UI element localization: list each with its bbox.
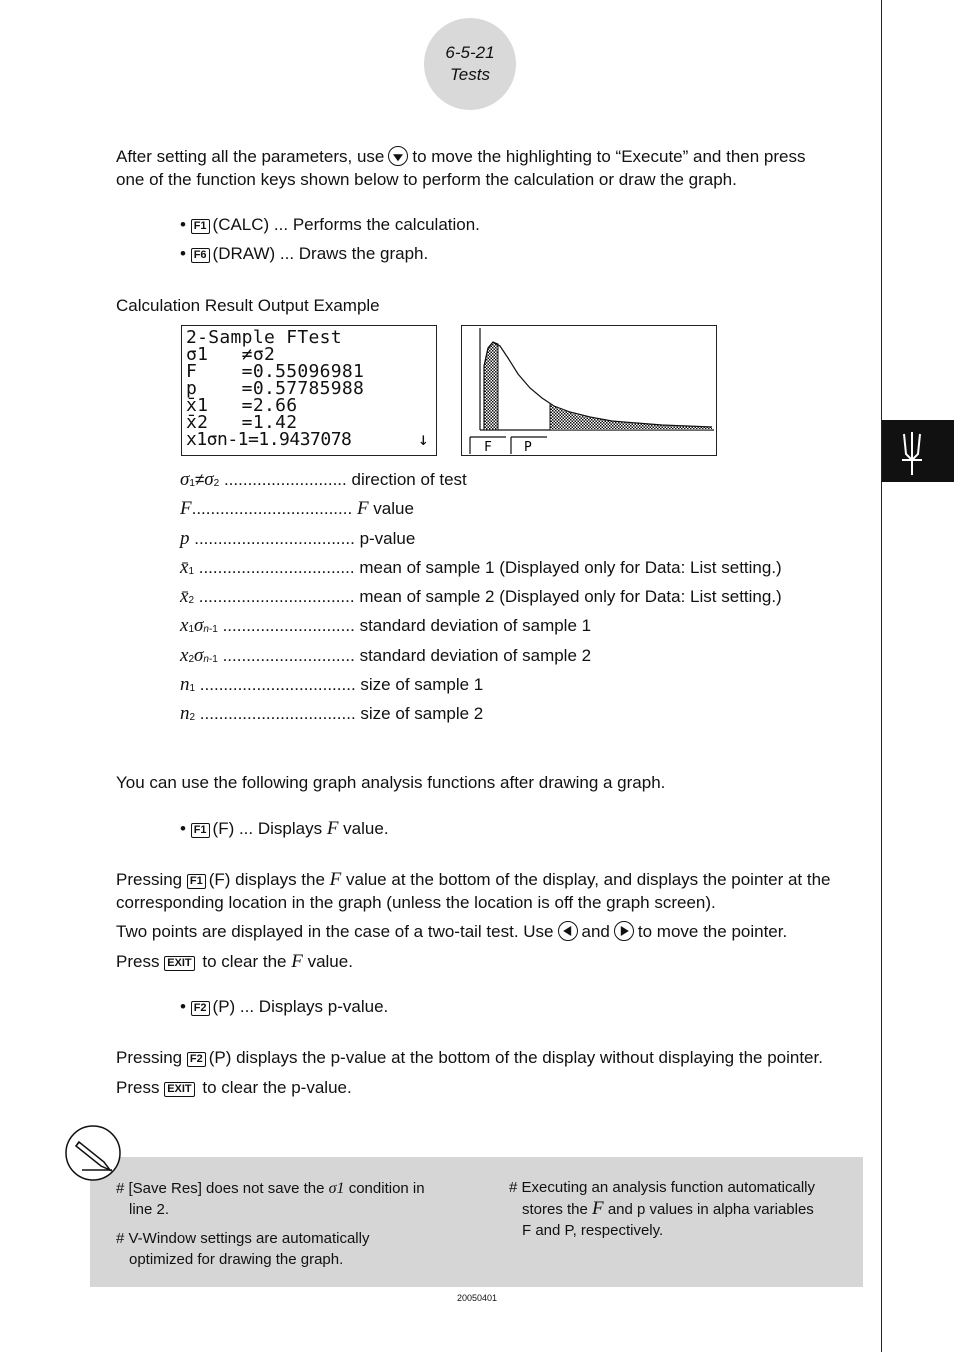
f-para-line-2: corresponding location in the graph (unless the location is off the graph screen). <box>116 893 716 912</box>
chapter-tab <box>882 420 954 482</box>
f-distribution-graph <box>462 326 715 454</box>
note-vwindow: # V-Window settings are automatically <box>116 1230 370 1247</box>
f-para-line-3: Two points are displayed in the case of a two-tail test. Use and to move the pointer. <box>116 922 788 941</box>
exit-key-icon: EXIT <box>164 956 194 971</box>
lcd-line: x̄2 =1.42 <box>186 412 298 433</box>
f2-key-icon: F2 <box>191 1001 210 1016</box>
calc-bullet: • F1 (CALC) ... Performs the calculation. <box>180 215 480 234</box>
draw-bullet: • F6 (DRAW) ... Draws the graph. <box>180 244 429 263</box>
right-cursor-key-icon <box>614 921 634 941</box>
analysis-intro: You can use the following graph analysis functions after drawing a graph. <box>116 773 666 792</box>
note-save-res-cont: line 2. <box>129 1201 170 1218</box>
lcd-line: x̄1 =2.66 <box>186 395 298 416</box>
f-para-line-1: Pressing F1 (F) displays the F value at the bottom of the display, and displays the pointer at the <box>116 869 831 890</box>
result-symbol: x2σn-1 <box>180 645 218 666</box>
result-row: n2 ................................. size of sample 2 <box>180 703 880 725</box>
graph-screen <box>461 325 717 456</box>
down-cursor-key-icon <box>388 146 408 166</box>
pencil-icon <box>64 1124 122 1187</box>
lcd-line: x1σn-1=1.9437078 <box>186 429 352 450</box>
footer-code: 20050401 <box>456 1293 498 1303</box>
graph-tab-p: P <box>524 440 532 454</box>
f-bullet: • F1 (F) ... Displays F value. <box>180 818 389 839</box>
lcd-line: F =0.55096981 <box>186 361 365 382</box>
f6-key-icon: F6 <box>191 248 210 263</box>
result-row: x̄2 ................................. mean of sample 2 (Displayed only for Data: List setting.) <box>180 586 880 608</box>
result-symbol: F <box>180 498 192 519</box>
result-row: F.................................. F value <box>180 498 414 519</box>
f2-key-icon: F2 <box>187 1052 206 1067</box>
result-row: x̄1 ................................. mean of sample 1 (Displayed only for Data: List setting.) <box>180 557 880 579</box>
result-row: x2σn-1 ............................ standard deviation of sample 2 <box>180 645 880 667</box>
result-symbol: x̄2 <box>180 586 194 607</box>
note-analysis-cont-2: F and P, respectively. <box>522 1222 664 1239</box>
graph-tab-f: F <box>484 440 492 454</box>
scroll-down-arrow-icon: ↓ <box>418 429 430 450</box>
example-heading: Calculation Result Output Example <box>116 296 380 315</box>
section-badge <box>424 18 516 110</box>
intro-line-2: one of the function keys shown below to perform the calculation or draw the graph. <box>116 170 737 189</box>
intro-line-1: After setting all the parameters, use to move the highlighting to “Execute” and then press <box>116 147 806 166</box>
exit-key-icon: EXIT <box>164 1082 194 1097</box>
note-vwindow-cont: optimized for drawing the graph. <box>129 1251 344 1268</box>
result-row: n1 ................................. size of sample 1 <box>180 674 880 696</box>
note-analysis-cont: stores the F and p values in alpha variables <box>522 1198 814 1219</box>
result-symbol: σ1≠σ2 <box>180 469 220 490</box>
f-para-line-4: Press EXIT to clear the F value. <box>116 951 353 972</box>
result-row: p .................................. p-value <box>180 528 416 549</box>
lcd-line: σ1 ≠σ2 <box>186 344 276 365</box>
lcd-title: 2-Sample FTest <box>186 327 342 348</box>
result-symbol: p <box>180 528 190 549</box>
section-number: 6-5-21 <box>445 43 495 62</box>
section-title: Tests <box>449 65 490 84</box>
f1-key-icon: F1 <box>191 823 210 838</box>
statistics-icon <box>882 420 954 482</box>
note-save-res: # [Save Res] does not save the σ1 condition in <box>116 1180 425 1197</box>
result-symbol: x̄1 <box>180 557 194 578</box>
p-para-line-2: Press EXIT to clear the p-value. <box>116 1078 352 1097</box>
margin-rule <box>881 0 882 1352</box>
result-screen <box>181 325 437 456</box>
result-row: x1σn-1 ............................ standard deviation of sample 1 <box>180 615 880 637</box>
result-symbol: n1 <box>180 674 196 695</box>
p-para-line-1: Pressing F2 (P) displays the p-value at the bottom of the display without displaying the pointer. <box>116 1048 823 1067</box>
p-bullet: • F2 (P) ... Displays p-value. <box>180 997 389 1016</box>
result-symbol: x1σn-1 <box>180 615 218 636</box>
f1-key-icon: F1 <box>191 219 210 234</box>
left-cursor-key-icon <box>558 921 578 941</box>
lcd-line: p =0.57785988 <box>186 378 365 399</box>
note-analysis: # Executing an analysis function automatically <box>509 1179 816 1196</box>
result-symbol: n2 <box>180 703 196 724</box>
result-row: σ1≠σ2 .......................... direction of test <box>180 469 880 491</box>
f1-key-icon: F1 <box>187 874 206 889</box>
